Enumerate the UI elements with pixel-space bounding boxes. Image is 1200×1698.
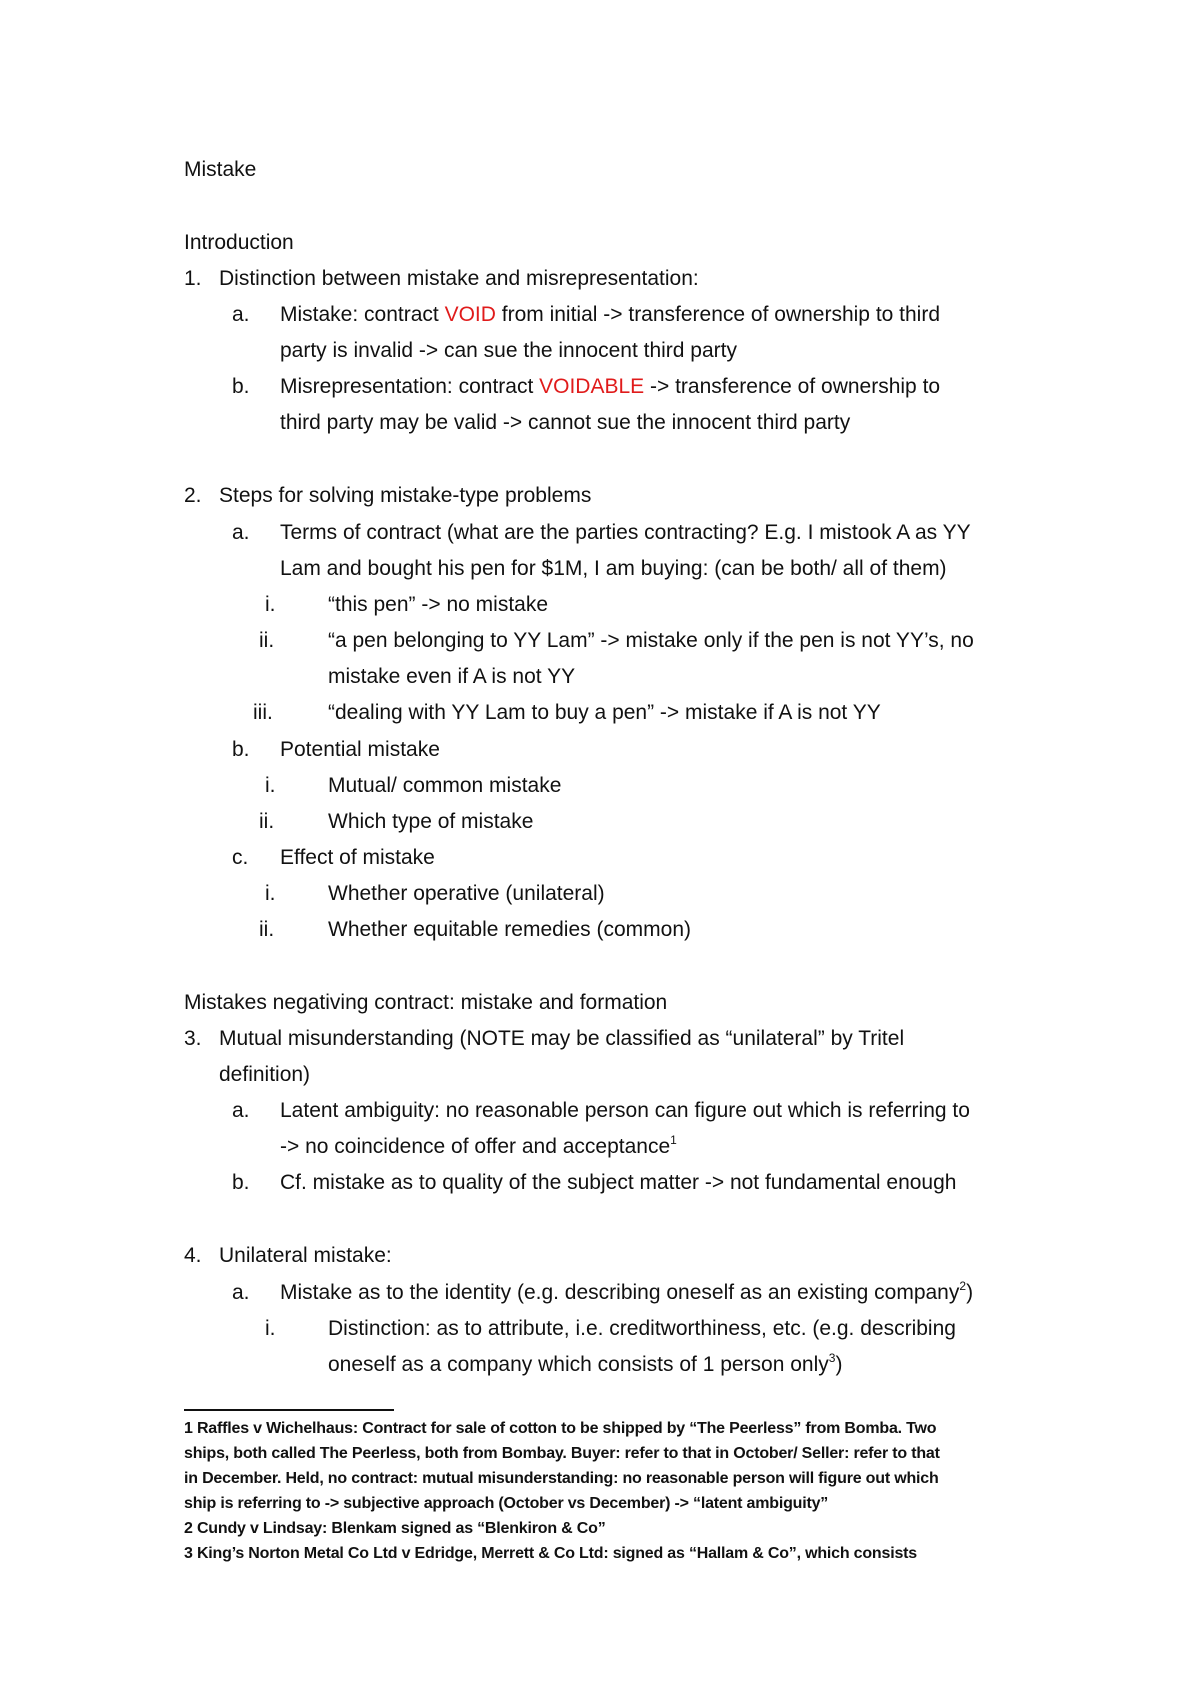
- list-item-text: Mutual misunderstanding (NOTE may be classified as “unilateral” by Tritel: [219, 1027, 905, 1050]
- list-label: a.: [232, 303, 250, 326]
- list-label: b.: [232, 738, 250, 761]
- footnote-1-line: ship is referring to -> subjective approach (October vs December) -> “latent ambiguity”: [184, 1495, 829, 1512]
- footnote-ref-2: 2: [959, 1279, 967, 1293]
- list-item-text: Which type of mistake: [328, 810, 534, 833]
- void-highlight: VOID: [444, 303, 496, 326]
- list-label: i.: [265, 882, 276, 905]
- list-item-text: Effect of mistake: [280, 846, 435, 869]
- list-item-text: mistake even if A is not YY: [328, 665, 576, 688]
- list-item-text: definition): [219, 1063, 311, 1086]
- list-item-text: Latent ambiguity: no reasonable person can figure out which is referring to: [280, 1099, 970, 1122]
- footnote-1-line: 1 Raffles v Wichelhaus: Contract for sale of cotton to be shipped by “The Peerless” from Bomba. Two: [184, 1420, 937, 1437]
- footnote-3: 3 King’s Norton Metal Co Ltd v Edridge, Merrett & Co Ltd: signed as “Hallam & Co”, which consists: [184, 1545, 917, 1562]
- list-item-text: Distinction between mistake and misrepresentation:: [219, 267, 699, 290]
- list-label: i.: [265, 593, 276, 616]
- list-item-text: “this pen” -> no mistake: [328, 593, 549, 616]
- footnote-1-line: ships, both called The Peerless, both from Bombay. Buyer: refer to that in October/ Seller: refer to that: [184, 1445, 940, 1462]
- list-number: 1.: [184, 267, 202, 290]
- list-label: iii.: [253, 701, 273, 724]
- list-label: i.: [265, 1317, 276, 1340]
- list-label: ii.: [259, 918, 275, 941]
- list-item-text: Whether equitable remedies (common): [328, 918, 691, 941]
- list-number: 2.: [184, 484, 202, 507]
- list-number: 4.: [184, 1244, 202, 1267]
- footnote-ref-3: 3: [828, 1351, 836, 1365]
- list-item-text: Terms of contract (what are the parties contracting? E.g. I mistook A as YY: [280, 521, 971, 544]
- list-item-text: Lam and bought his pen for $1M, I am buying: (can be both/ all of them): [280, 557, 947, 580]
- list-label: ii.: [259, 629, 275, 652]
- footnote-2: 2 Cundy v Lindsay: Blenkam signed as “Blenkiron & Co”: [184, 1520, 606, 1537]
- list-label: i.: [265, 774, 276, 797]
- section-heading: Mistakes negativing contract: mistake and formation: [184, 991, 668, 1014]
- list-item-text: Unilateral mistake:: [219, 1244, 392, 1267]
- list-item-text: Misrepresentation: contract VOIDABLE -> transference of ownership to: [280, 375, 941, 398]
- list-item-text: Mistake as to the identity (e.g. describing oneself as an existing company$^2$): [280, 1279, 974, 1304]
- intro-heading: Introduction: [184, 231, 294, 254]
- list-item-text: Mutual/ common mistake: [328, 774, 562, 797]
- voidable-highlight: VOIDABLE: [539, 375, 645, 398]
- document-title: Mistake: [184, 158, 257, 181]
- footnote-1-line: in December. Held, no contract: mutual misunderstanding: no reasonable person will figure out which: [184, 1470, 939, 1487]
- list-item-text: “dealing with YY Lam to buy a pen” -> mistake if A is not YY: [328, 701, 881, 724]
- list-label: b.: [232, 1171, 250, 1194]
- list-item-text: Steps for solving mistake-type problems: [219, 484, 592, 507]
- list-item-text: third party may be valid -> cannot sue the innocent third party: [280, 411, 851, 434]
- list-label: a.: [232, 1281, 250, 1304]
- list-label: c.: [232, 846, 249, 869]
- list-label: ii.: [259, 810, 275, 833]
- list-label: a.: [232, 1099, 250, 1122]
- list-item-text: -> no coincidence of offer and acceptance$^1$: [280, 1133, 677, 1158]
- list-item-text: oneself as a company which consists of 1 person only$^3$): [328, 1351, 843, 1376]
- list-item-text: Potential mistake: [280, 738, 440, 761]
- list-label: a.: [232, 521, 250, 544]
- footnote-separator: [184, 1409, 394, 1411]
- list-number: 3.: [184, 1027, 202, 1050]
- list-item-text: Whether operative (unilateral): [328, 882, 605, 905]
- footnote-ref-1: 1: [670, 1133, 677, 1147]
- list-label: b.: [232, 375, 250, 398]
- list-item-text: Mistake: contract VOID from initial -> transference of ownership to third: [280, 303, 941, 326]
- list-item-text: party is invalid -> can sue the innocent third party: [280, 339, 737, 362]
- list-item-text: Cf. mistake as to quality of the subject matter -> not fundamental enough: [280, 1171, 957, 1194]
- list-item-text: Distinction: as to attribute, i.e. creditworthiness, etc. (e.g. describing: [328, 1317, 956, 1340]
- list-item-text: “a pen belonging to YY Lam” -> mistake only if the pen is not YY’s, no: [328, 629, 974, 652]
